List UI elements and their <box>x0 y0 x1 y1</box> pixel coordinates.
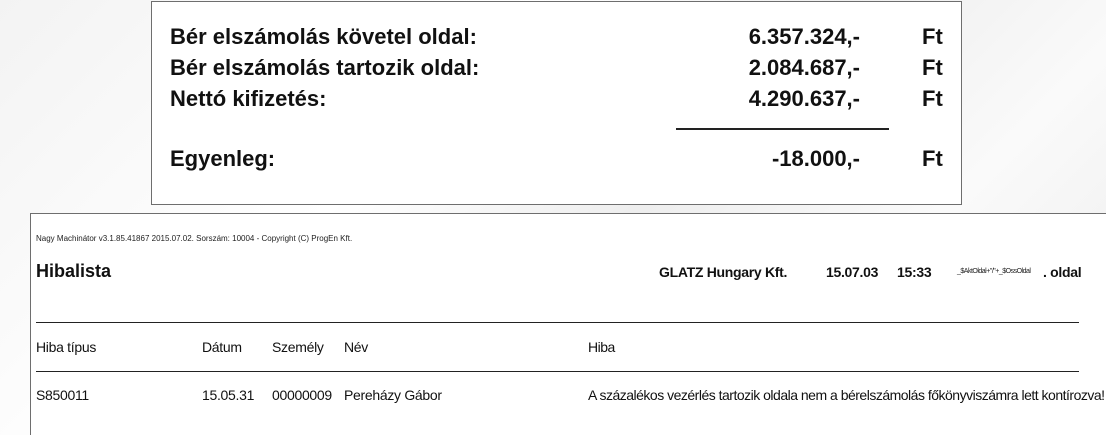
copyright-line: Nagy Machinátor v3.1.85.41867 2015.07.02. Sorszám: 10004 - Copyright (C) ProgEn Kft. <box>36 234 353 243</box>
error-list-document <box>30 213 1106 435</box>
balance-amount: -18.000,- <box>771 146 860 171</box>
company-name: GLATZ Hungary Kft. <box>659 264 788 280</box>
summary-row-credit <box>170 24 950 52</box>
column-header-rule <box>36 371 1079 372</box>
cell-date: 15.05.31 <box>202 387 255 403</box>
page-suffix: . oldal <box>1043 264 1082 280</box>
cell-person: 00000009 <box>272 387 332 403</box>
sum-divider <box>676 128 889 130</box>
summary-unit: Ft <box>922 24 943 49</box>
summary-label: Nettó kifizetés: <box>170 86 327 111</box>
summary-row-debit <box>170 55 950 83</box>
summary-label: Bér elszámolás tartozik oldal: <box>170 55 480 80</box>
page-number-field: _$AktOldal+"/"+_$OssOldal <box>957 268 1031 275</box>
summary-amount: 4.290.637,- <box>748 86 860 111</box>
summary-amount: 2.084.687,- <box>748 55 860 80</box>
report-time: 15:33 <box>897 264 932 280</box>
summary-label: Bér elszámolás követel oldal: <box>170 24 477 49</box>
report-date: 15.07.03 <box>826 264 879 280</box>
column-header-error: Hiba <box>588 339 615 355</box>
summary-row-balance <box>170 146 950 174</box>
column-header-name: Név <box>344 339 368 355</box>
balance-label: Egyenleg: <box>170 146 276 171</box>
summary-amount: 6.357.324,- <box>748 24 860 49</box>
cell-error: A százalékos vezérlés tartozik oldala nem a bérelszámolás főkönyviszámra lett kontírozva! <box>588 387 1105 403</box>
column-header-date: Dátum <box>202 339 242 355</box>
balance-unit: Ft <box>922 146 943 171</box>
summary-unit: Ft <box>922 86 943 111</box>
cell-error-type: S850011 <box>36 387 89 403</box>
column-header-error-type: Hiba típus <box>36 339 97 355</box>
summary-unit: Ft <box>922 55 943 80</box>
payroll-summary-box <box>151 1 962 205</box>
header-rule <box>36 322 1079 323</box>
summary-row-net-payment <box>170 86 950 114</box>
report-title: Hibalista <box>36 261 112 281</box>
column-header-person: Személy <box>272 339 324 355</box>
cell-name: Pereházy Gábor <box>344 387 442 403</box>
